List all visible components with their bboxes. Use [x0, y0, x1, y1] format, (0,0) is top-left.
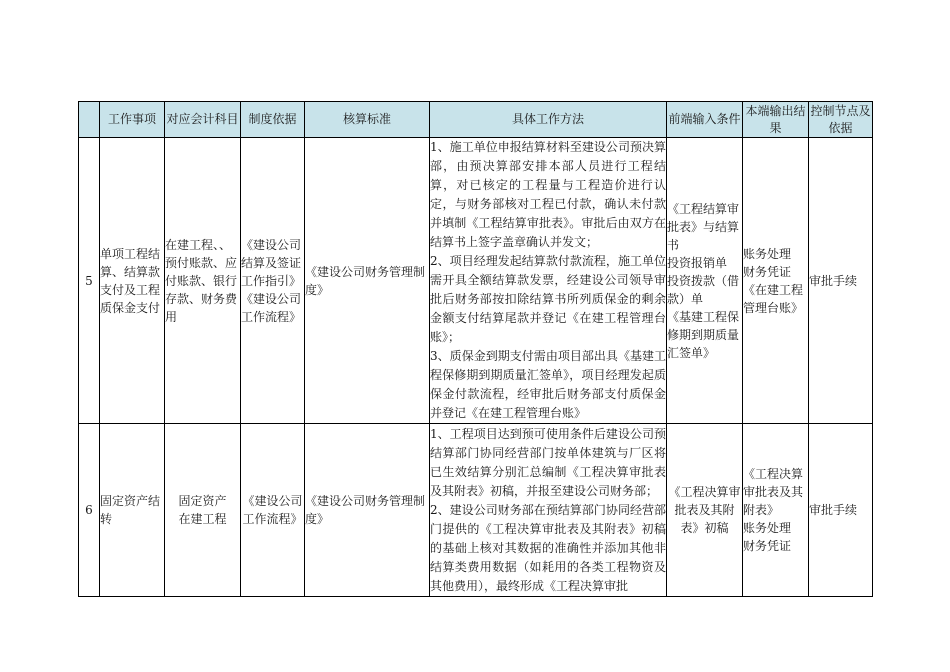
header-output-result: 本端输出结果: [743, 102, 809, 138]
method-clip: [430, 425, 666, 596]
method-step: 1、施工单位申报结算材料至建设公司预决算部，由预决算部安排本部人员进行工程结算，对已核定的工程量与工程造价进行认定，与财务部核对工程已付款，确认未付款并填制《工程结算审批表》。审批后由双方在结算书上签字盖章确认并发文；: [430, 140, 666, 249]
work-method-cell: [430, 424, 667, 597]
accounts-cell: 在建工程、、预付账款、应付账款、银行存款、财务费用: [165, 138, 241, 424]
work-method-cell: [430, 138, 667, 424]
output-result-text: 账务处理 财务凭证 《在建工程管理台账》: [743, 246, 804, 315]
workflow-table: [78, 101, 873, 597]
output-result-text: 《工程决算审批表及其附表》 账务处理 财务凭证: [743, 467, 804, 553]
method-step: 2、项目经理发起结算款付款流程，施工单位需开具全额结算款发票，经建设公司领导审批后财务部按扣除结算书所列质保金的剩余金额支付结算尾款并登记《在建工程管理台账》；: [430, 254, 666, 344]
output-result-cell: [743, 138, 809, 424]
table-header-row: [79, 102, 873, 138]
header-index: [79, 102, 100, 138]
header-input-condition: 前端输入条件: [667, 102, 743, 138]
policy-basis-cell: 《建设公司工作流程》: [241, 424, 305, 597]
policy-basis-cell: [241, 138, 305, 424]
table-row: [79, 138, 873, 424]
input-condition-cell: 《工程决算审批表及其附表》初稿: [667, 424, 743, 597]
accounting-standard-cell: 《建设公司财务管理制度》: [305, 138, 430, 424]
header-work-method: 具体工作方法: [430, 102, 667, 138]
header-accounts: 对应会计科目: [165, 102, 241, 138]
policy-basis-text: 《建设公司结算及签证工作指引》 《建设公司工作流程》: [241, 237, 302, 324]
control-node-cell: 审批手续: [809, 138, 873, 424]
accounts-text: 固定资产 在建工程: [178, 494, 227, 526]
work-item-cell: 单项工程结算、结算款支付及工程质保金支付: [100, 138, 165, 424]
header-policy-basis: 制度依据: [241, 102, 305, 138]
row-number: 5: [79, 138, 100, 424]
work-item-cell: 固定资产结转: [100, 424, 165, 597]
input-condition-cell: [667, 138, 743, 424]
header-work-item: 工作事项: [100, 102, 165, 138]
header-accounting-standard: 核算标准: [305, 102, 430, 138]
accounting-standard-cell: 《建设公司财务管理制度》: [305, 424, 430, 597]
output-result-cell: [743, 424, 809, 597]
input-condition-text: 《工程结算审批表》与结算书 投资报销单 投资拨款（借款）单 《基建工程保修期到期质量汇签单》: [667, 201, 740, 360]
method-step: 1、工程项目达到预可使用条件后建设公司预结算部门协同经营部门按单体建筑与厂区将已生效结算分别汇总编制《工程决算审批表及其附表》初稿，并报至建设公司财务部；: [430, 426, 666, 498]
control-node-cell: 审批手续: [809, 424, 873, 597]
row-number: 6: [79, 424, 100, 597]
header-control-node: 控制节点及依据: [809, 102, 873, 138]
method-step: 2、建设公司财务部在预结算部门协同经营部门提供的《工程决算审批表及其附表》初稿的基础上核对其数据的准确性并添加其他非结算类费用数据（如耗用的各类工程物资及其他费用），最终形成《工程决算审批: [430, 502, 666, 593]
method-step: 3、质保金到期支付需由项目部出具《基建工程保修期到期质量汇签单》，项目经理发起质保金付款流程，经审批后财务部支付质保金并登记《在建工程管理台账》: [430, 349, 666, 420]
table-row: [79, 424, 873, 597]
accounts-cell: [165, 424, 241, 597]
